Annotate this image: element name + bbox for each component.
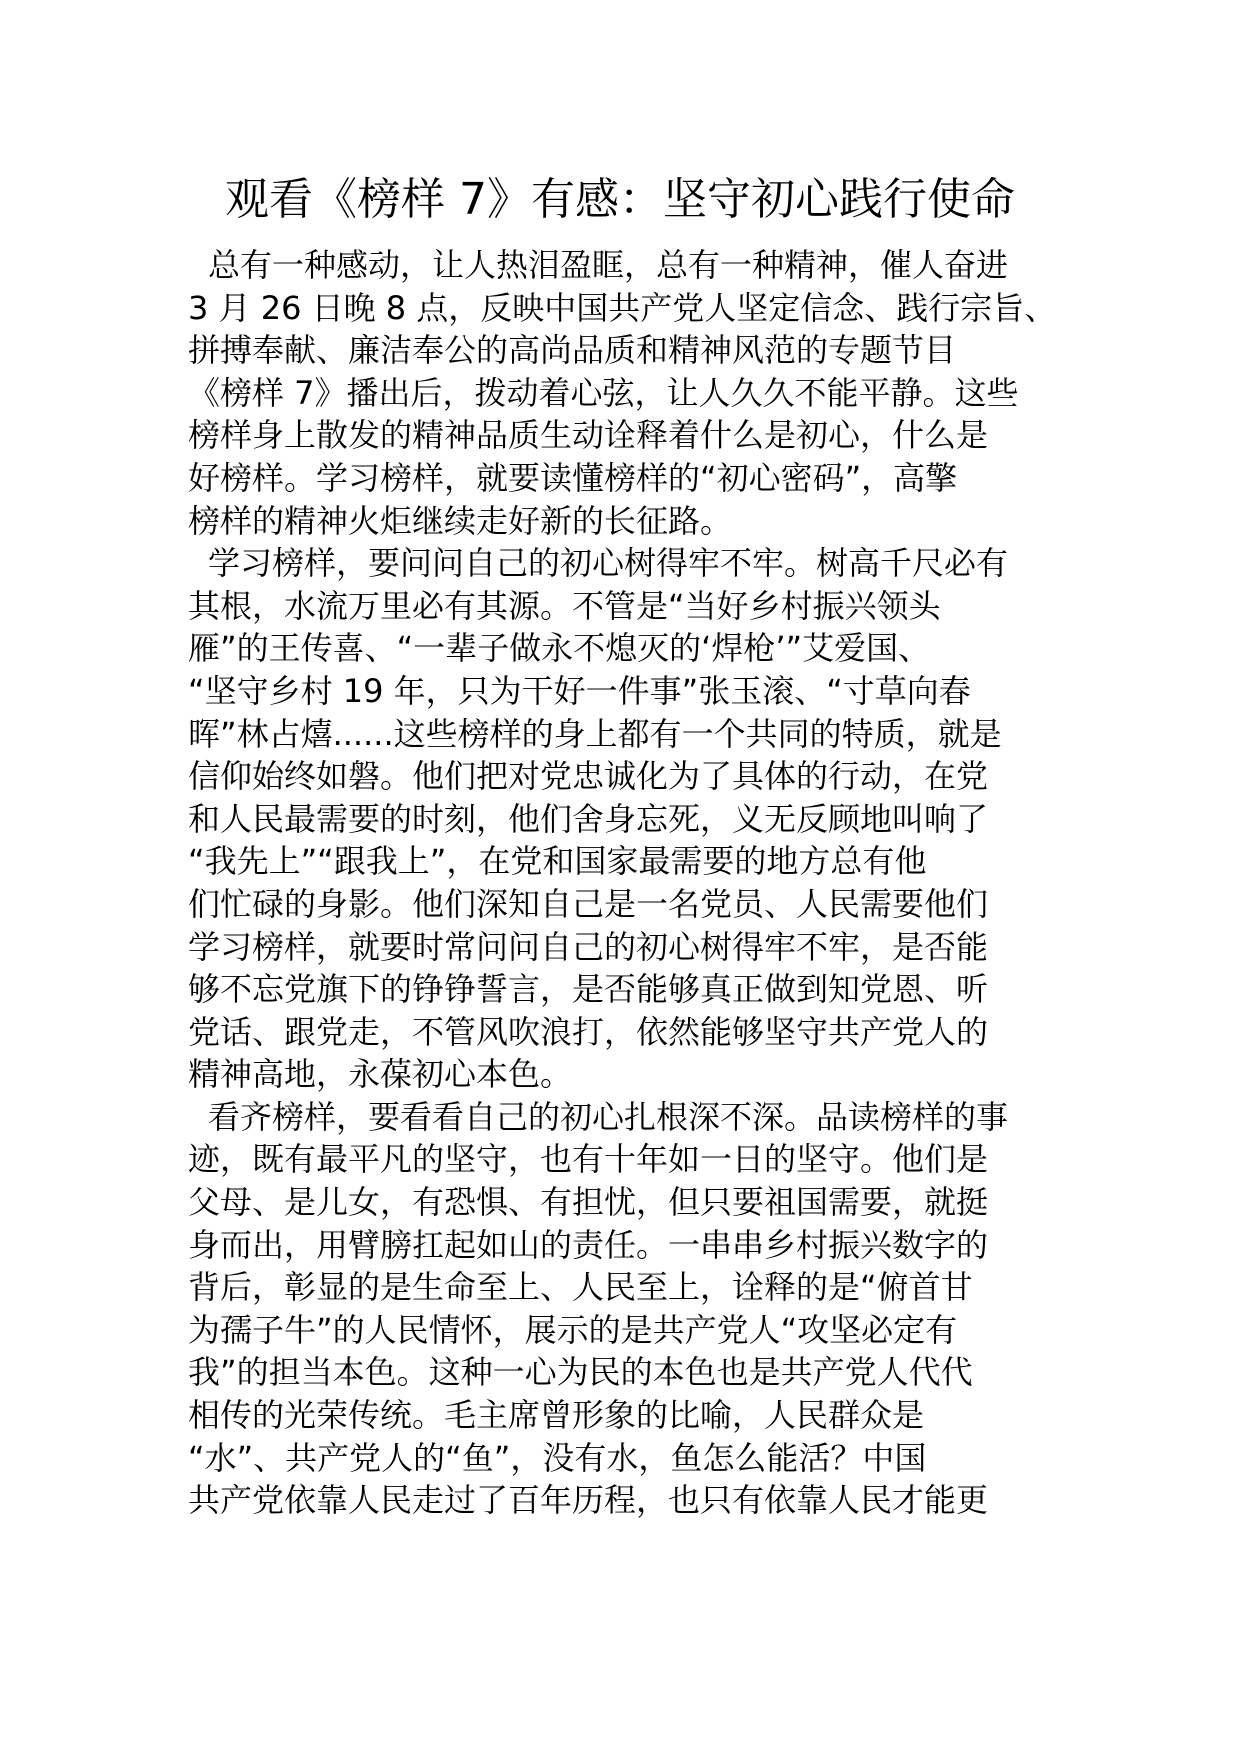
text-line: “水”、共产党人的“鱼”，没有水，鱼怎么能活？中国 [188,1438,927,1477]
paragraph-2 [188,542,1058,1096]
text-line: 《榜样 7》播出后，拨动着心弦，让人久久不能平静。这些 [188,373,1019,412]
text-line: “我先上”“跟我上”，在党和国家最需要的地方总有他 [188,842,927,881]
text-line: 总有一种感动，让人热泪盈眶，总有一种精神，催人奋进 [208,246,1009,284]
text-line: 精神高地，永葆初心本色。 [188,1055,573,1094]
text-line: 相传的光荣传统。毛主席曾形象的比喻，人民群众是 [188,1396,925,1435]
text-line: 们忙碌的身影。他们深知自己是一名党员、人民需要他们 [188,884,989,923]
text-line: 雁”的王传喜、“一辈子做永不熄灭的‘焊枪’”艾爱国、 [188,629,931,668]
text-line: 看齐榜样，要看看自己的初心扎根深不深。品读榜样的事 [208,1097,1009,1136]
text-line: 够不忘党旗下的铮铮誓言，是否能够真正做到知党恩、听 [188,970,989,1009]
text-line: 其根，水流万里必有其源。不管是“当好乡村振兴领头 [188,586,941,625]
text-line: 为孺子牛”的人民情怀，展示的是共产党人“攻坚必定有 [188,1310,958,1349]
text-line: 3 月 26 日晚 8 点，反映中国共产党人坚定信念、践行宗旨、 [188,288,1057,327]
document-body [188,244,1058,1522]
text-line: 党话、跟党走，不管风吹浪打，依然能够坚守共产党人的 [188,1012,989,1051]
text-line: 共产党依靠人民走过了百年历程，也只有依靠人民才能更 [188,1481,989,1520]
text-line: 学习榜样，就要时常问问自己的初心树得牢不牢，是否能 [188,927,989,966]
text-line: 父母、是儿女，有恐惧、有担忧，但只要祖国需要，就挺 [188,1183,989,1222]
text-line: 信仰始终如磐。他们把对党忠诚化为了具体的行动，在党 [188,757,989,796]
paragraph-3 [188,1096,1058,1522]
document-title: 观看《榜样 7》有感：坚守初心践行使命 [225,174,1015,225]
text-line: 我”的担当本色。这种一心为民的本色也是共产党人代代 [188,1353,973,1392]
text-line: 榜样的精神火炬继续走好新的长征路。 [188,501,733,540]
text-line: 身而出，用臂膀扛起如山的责任。一串串乡村振兴数字的 [188,1225,989,1264]
text-line: 榜样身上散发的精神品质生动诠释着什么是初心，什么是 [188,416,989,455]
text-line: 拼搏奉献、廉洁奉公的高尚品质和精神风范的专题节目 [188,331,957,370]
text-line: “坚守乡村 19 年，只为干好一件事”张玉滚、“寸草向春 [188,671,971,710]
text-line: 学习榜样，要问问自己的初心树得牢不牢。树高千尺必有 [208,544,1009,583]
text-line: 晖”林占熺......这些榜样的身上都有一个共同的特质，就是 [188,714,1002,753]
paragraph-1 [188,244,1058,542]
text-line: 好榜样。学习榜样，就要读懂榜样的“初心密码”，高擎 [188,458,958,497]
text-line: 背后，彰显的是生命至上、人民至上，诠释的是“俯首甘 [188,1268,973,1307]
text-line: 迹，既有最平凡的坚守，也有十年如一日的坚守。他们是 [188,1140,989,1179]
text-line: 和人民最需要的时刻，他们舍身忘死，义无反顾地叫响了 [188,799,989,838]
